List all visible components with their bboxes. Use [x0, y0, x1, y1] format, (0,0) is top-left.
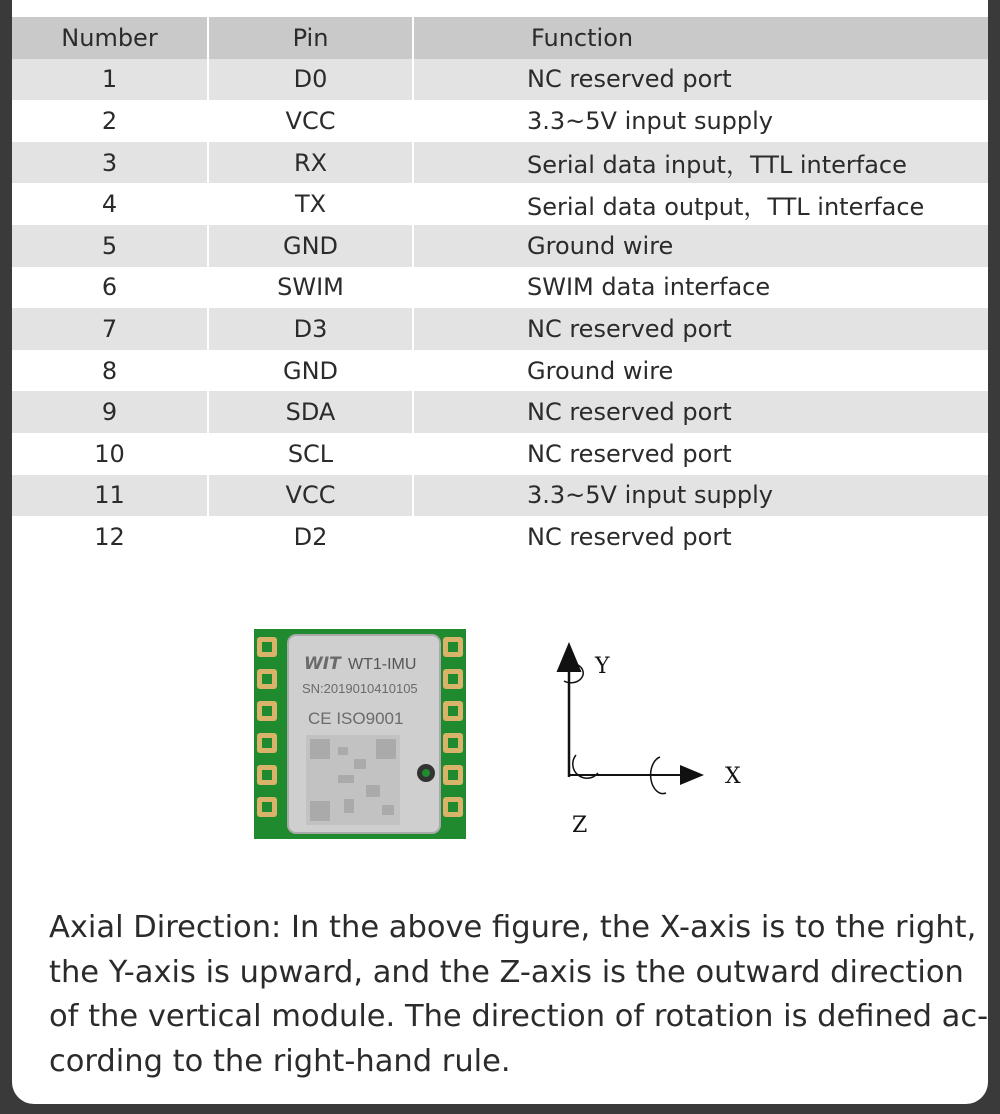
content-card — [12, 0, 988, 1104]
cell-number: 2 — [12, 100, 208, 142]
cell-pin: GND — [208, 225, 413, 267]
table-row — [12, 59, 988, 101]
cell-pin: GND — [208, 350, 413, 392]
cell-pin: SWIM — [208, 267, 413, 309]
header-function: Function — [531, 23, 634, 52]
cell-number: 9 — [12, 391, 208, 433]
y-rotation-icon — [564, 665, 583, 683]
module-certs: CE ISO9001 — [308, 709, 404, 728]
table-row — [12, 267, 988, 309]
table-row — [12, 516, 988, 558]
cell-number: 6 — [12, 267, 208, 309]
module-photo — [254, 629, 466, 839]
cell-number: 5 — [12, 225, 208, 267]
cell-pin: SCL — [208, 433, 413, 475]
axis-diagram — [542, 635, 762, 845]
cell-function: 3.3~5V input supply — [527, 106, 774, 135]
cell-number: 10 — [12, 433, 208, 475]
cell-number: 12 — [12, 516, 208, 558]
cell-function: Serial data input，TTL interface — [527, 151, 907, 180]
cell-pin: TX — [208, 183, 413, 225]
cell-function: NC reserved port — [527, 65, 732, 94]
cell-pin: RX — [208, 142, 413, 184]
imu-module-image — [254, 629, 466, 839]
header-number: Number — [12, 17, 208, 59]
y-axis-label: Y — [595, 654, 610, 679]
cell-pin: VCC — [208, 100, 413, 142]
table-row — [12, 142, 988, 184]
cell-number: 4 — [12, 183, 208, 225]
module-serial: SN:2019010410105 — [302, 681, 418, 696]
cell-function: Ground wire — [527, 231, 674, 260]
z-axis-label: Z — [572, 813, 588, 838]
table-row — [12, 350, 988, 392]
table-row — [12, 433, 988, 475]
cell-function: NC reserved port — [527, 314, 732, 343]
header-pin: Pin — [208, 17, 413, 59]
cell-function: NC reserved port — [527, 439, 732, 468]
cell-pin: D0 — [208, 59, 413, 101]
module-model: WT1-IMU — [348, 656, 417, 673]
description-line: cording to the right-hand rule. — [49, 1043, 511, 1079]
cell-function: SWIM data interface — [527, 273, 771, 302]
table-row — [12, 475, 988, 517]
cell-number: 8 — [12, 350, 208, 392]
table-body — [12, 59, 988, 558]
cell-number: 1 — [12, 59, 208, 101]
cell-function: NC reserved port — [527, 398, 732, 427]
brand-logo: WIT — [304, 654, 341, 674]
cell-number: 3 — [12, 142, 208, 184]
cell-function: Serial data output，TTL interface — [527, 192, 925, 221]
table-header-row — [12, 17, 988, 59]
table-row — [12, 391, 988, 433]
table-row — [12, 100, 988, 142]
description-line: the Y-axis is upward, and the Z-axis is the outward direction — [49, 954, 964, 990]
description-line: Axial Direction: In the above figure, the X-axis is to the right, — [49, 910, 977, 945]
table-row — [12, 308, 988, 350]
cell-function: Ground wire — [527, 356, 674, 385]
cell-function: 3.3~5V input supply — [527, 481, 774, 510]
axial-direction-description — [49, 906, 989, 1084]
cell-number: 7 — [12, 308, 208, 350]
pin-table — [12, 17, 988, 558]
cell-pin: VCC — [208, 475, 413, 517]
table-row — [12, 225, 988, 267]
cell-pin: D3 — [208, 308, 413, 350]
cell-pin: D2 — [208, 516, 413, 558]
cell-pin: SDA — [208, 391, 413, 433]
table-row — [12, 183, 988, 225]
cell-number: 11 — [12, 475, 208, 517]
description-line: of the vertical module. The direction of rotation is defined ac- — [49, 999, 989, 1034]
cell-function: NC reserved port — [527, 522, 732, 551]
x-axis-label: X — [725, 764, 741, 789]
